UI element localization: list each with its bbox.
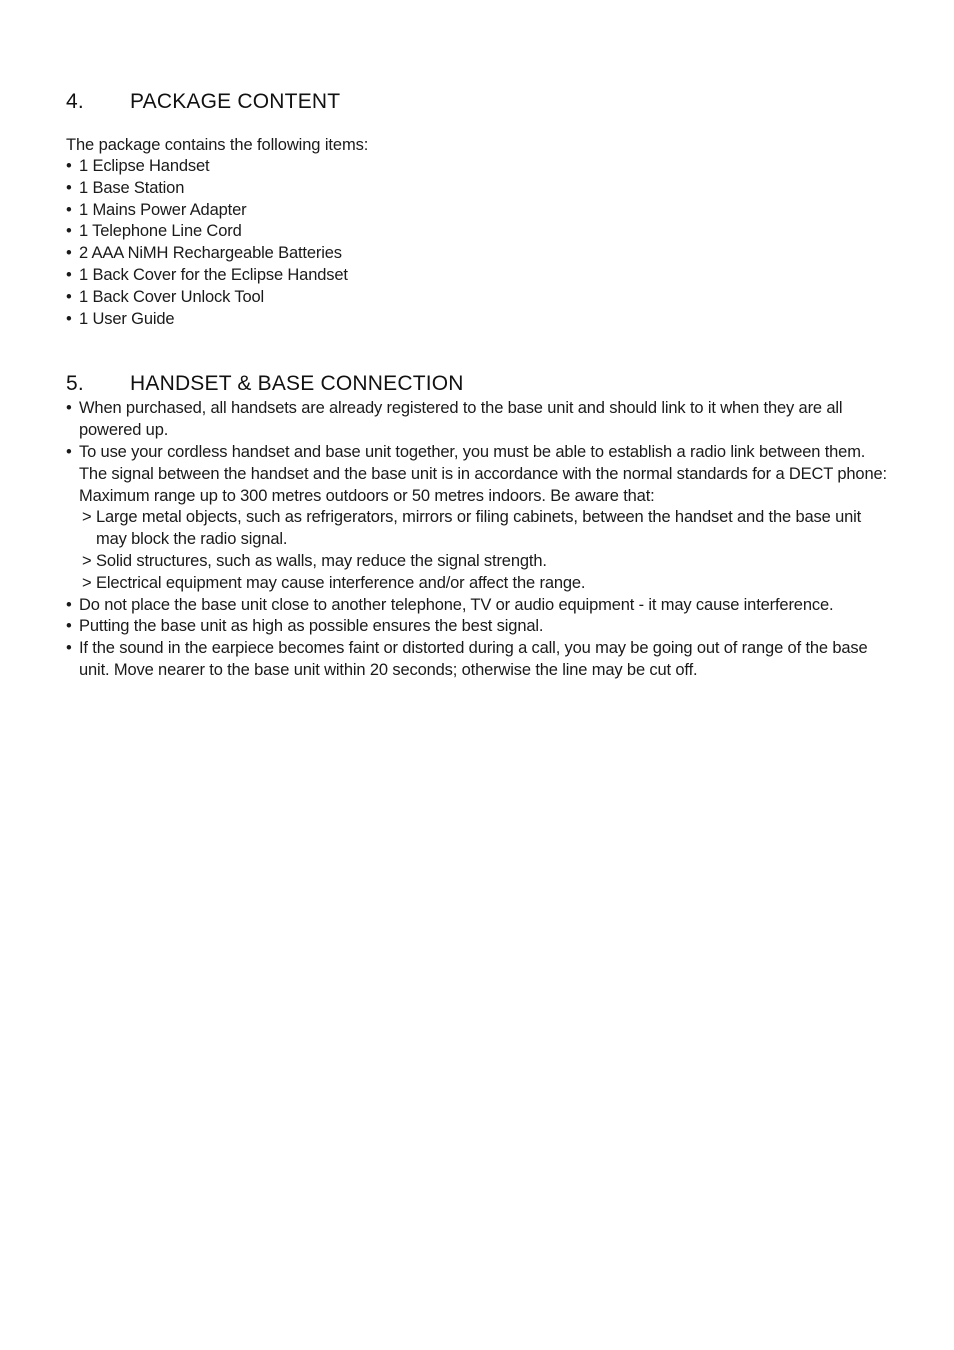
list-item: • 1 Telephone Line Cord [66,221,890,243]
sub-list-item: > Solid structures, such as walls, may reduce the signal strength. [66,551,890,573]
list-item: • 1 Back Cover Unlock Tool [66,287,890,309]
section-number: 5. [66,372,84,396]
section-number: 4. [66,90,84,113]
sub-list-item: > Electrical equipment may cause interference and/or affect the range. [66,573,890,595]
list-item: • 1 User Guide [66,309,890,331]
connection-list-wrap [66,398,890,681]
section-heading [66,370,890,398]
connection-bullets [66,398,890,681]
section-title: HANDSET & BASE CONNECTION [130,372,464,396]
list-item: • Do not place the base unit close to another telephone, TV or audio equipment - it may cause interference. [66,595,890,617]
list-item: • 1 Mains Power Adapter [66,200,890,222]
list-item: • If the sound in the earpiece becomes faint or distorted during a call, you may be going out of range of the base unit. Move nearer to the base unit within 20 seconds; otherwise the line may be cut off. [66,638,890,682]
package-items-list [66,156,890,330]
list-item: • 1 Eclipse Handset [66,156,890,178]
list-item: • When purchased, all handsets are already registered to the base unit and should link to it when they are all powered up. [66,398,890,442]
section-heading [66,88,890,116]
section-title: PACKAGE CONTENT [130,90,341,113]
document-page [66,88,890,682]
sub-list-item: > Large metal objects, such as refrigerators, mirrors or filing cabinets, between the handset and the base unit may block the radio signal. [66,507,890,551]
package-intro: The package contains the following items: [66,136,369,154]
section-package-content [66,88,890,330]
list-item: • 1 Base Station [66,178,890,200]
list-item-text: To use your cordless handset and base unit together, you must be able to establish a radio link between them. The signal between the handset and the base unit is in accordance with the normal standards for a DECT phone: Maximum range up to 300 metres outdoors or 50 metres indoors. Be aware that: [79,442,887,505]
list-item: • Putting the base unit as high as possible ensures the best signal. [66,616,890,638]
section-handset-base-connection [66,370,890,681]
sub-items-list [79,507,890,594]
list-item: • 1 Back Cover for the Eclipse Handset [66,265,890,287]
list-item-with-subitems [66,442,890,595]
list-item: • 2 AAA NiMH Rechargeable Batteries [66,243,890,265]
